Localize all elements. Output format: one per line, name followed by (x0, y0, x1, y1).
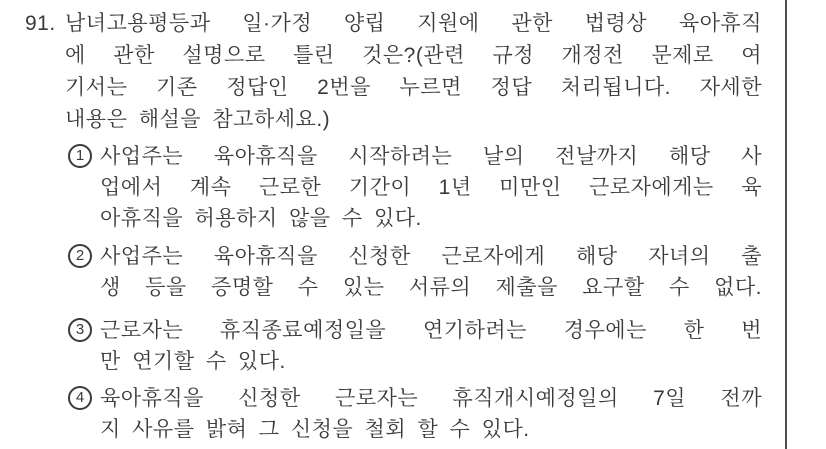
option-line: 사업주는 육아휴직을 신청한 근로자에게 해당 자녀의 출 (100, 245, 762, 268)
question-line: 내용은 해설을 참고하세요.) (65, 108, 331, 131)
option-line: 아휴직을 허용하지 않을 수 있다. (100, 207, 422, 230)
option-line: 육아휴직을 신청한 근로자는 휴직개시예정일의 7일 전까 (100, 387, 762, 410)
option-line: 사업주는 육아휴직을 시작하려는 날의 전날까지 해당 사 (100, 145, 762, 168)
option-line: 지 사유를 밝혀 그 신청을 철회 할 수 있다. (100, 418, 530, 441)
question-line: 에 관한 설명으로 틀린 것은?(관련 규정 개정전 문제로 여 (65, 44, 762, 67)
answer-option-3[interactable] (68, 315, 762, 377)
question-block (25, 8, 762, 136)
question-number: 91. (25, 12, 56, 35)
option-line: 업에서 계속 근로한 기간이 1년 미만인 근로자에게는 육 (100, 176, 762, 199)
question-text (65, 8, 762, 136)
question-line: 남녀고용평등과 일·가정 양립 지원에 관한 법령상 육아휴직 (65, 12, 762, 35)
option-number-circle: 4 (68, 386, 92, 410)
option-number-circle: 2 (68, 244, 92, 268)
option-number-circle: 3 (68, 318, 92, 342)
answer-option-4[interactable] (68, 383, 762, 445)
answer-option-1[interactable] (68, 141, 762, 234)
option-number-circle: 1 (68, 144, 92, 168)
option-line: 근로자는 휴직종료예정일을 연기하려는 경우에는 한 번 (100, 319, 762, 342)
option-line: 만 연기할 수 있다. (100, 350, 286, 373)
answer-option-2[interactable] (68, 241, 762, 303)
option-line: 생 등을 증명할 수 있는 서류의 제출을 요구할 수 없다. (100, 276, 762, 299)
question-line: 기서는 기존 정답인 2번을 누르면 정답 처리됩니다. 자세한 (65, 76, 762, 99)
column-divider-line (785, 0, 787, 449)
